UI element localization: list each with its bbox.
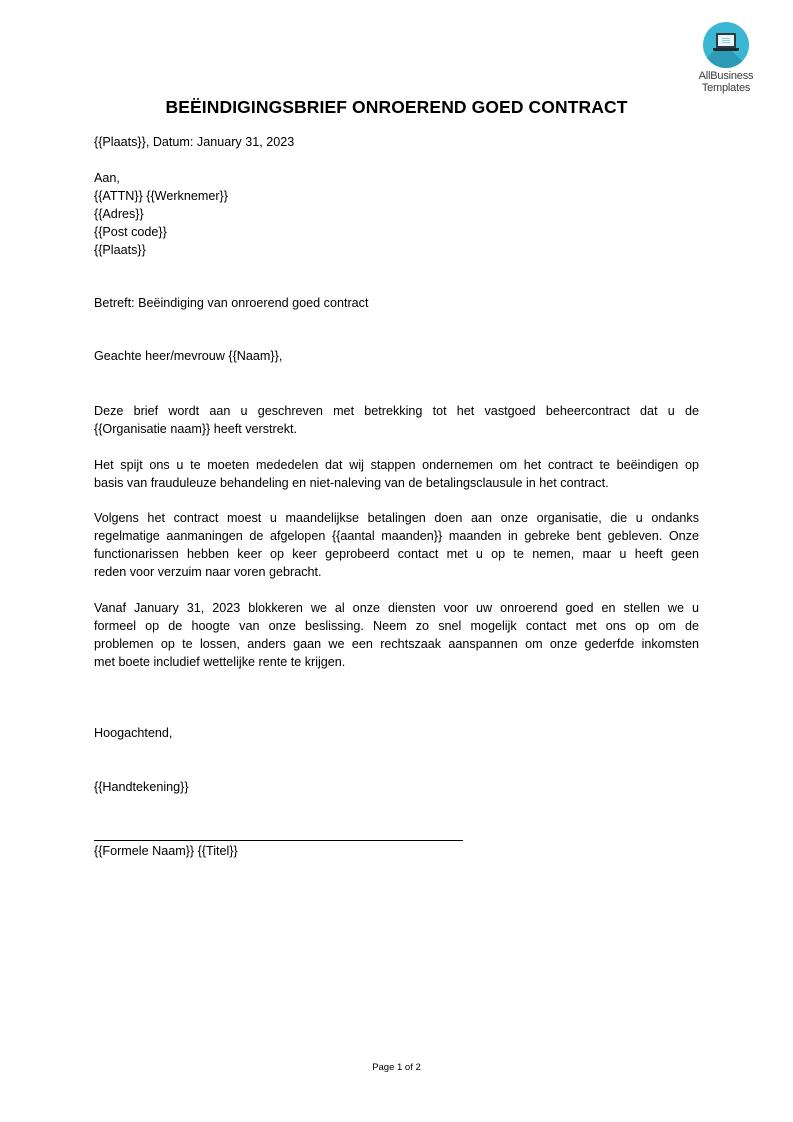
laptop-icon <box>703 22 749 68</box>
document-title: BEËINDIGINGSBRIEF ONROEREND GOED CONTRACT <box>165 97 628 117</box>
greeting: Geachte heer/mevrouw {{Naam}}, <box>94 349 283 363</box>
recipient-city: {{Plaats}} <box>94 243 146 257</box>
paragraph-line: functionarissen hebben keer op keer geprobeerd contact met u op te nemen, maar u heeft geen <box>94 547 699 561</box>
paragraph-line: Het spijt ons u te moeten mededelen dat wij stappen ondernemen om het contract te beëindigen op <box>94 458 699 472</box>
paragraph-line: Vanaf January 31, 2023 blokkeren we al onze diensten voor uw onroerend goed en stellen we u <box>94 601 699 615</box>
signature-placeholder: {{Handtekening}} <box>94 780 189 794</box>
paragraph-line: {{Organisatie naam}} heeft verstrekt. <box>94 422 298 436</box>
signatory-name-title: {{Formele Naam}} {{Titel}} <box>94 844 238 858</box>
paragraph-line: reden voor verzuim naar voren gebracht. <box>94 565 322 579</box>
logo-text-line1: AllBusiness <box>698 70 754 82</box>
paragraph-1 <box>94 402 699 438</box>
logo-text-line2: Templates <box>701 82 751 94</box>
paragraph-line: met boete includief wettelijke rente te krijgen. <box>94 655 346 669</box>
signature-line <box>94 840 463 841</box>
paragraph-line: Deze brief wordt aan u geschreven met betrekking tot het vastgoed beheercontract dat u de <box>94 404 699 418</box>
subject-line: Betreft: Beëindiging van onroerend goed contract <box>94 296 369 310</box>
paragraph-line: basis van frauduleuze behandeling en niet-naleving van de betalingsclausule in het contract. <box>94 476 609 490</box>
recipient-to: Aan, <box>94 171 120 185</box>
recipient-attn: {{ATTN}} {{Werknemer}} <box>94 189 228 203</box>
closing: Hoogachtend, <box>94 726 173 740</box>
paragraph-4 <box>94 599 699 671</box>
paragraph-line: Volgens het contract moest u maandelijkse betalingen doen aan onze organisatie, die u ondanks <box>94 511 699 525</box>
paragraph-line: problemen op te lossen, anders gaan we een rechtszaak aanspannen om onze gederfde inkomsten <box>94 637 699 651</box>
paragraph-line: formeel op de hoogte van onze beslissing. Neem zo snel mogelijk contact met ons op om de <box>94 619 699 633</box>
recipient-postcode: {{Post code}} <box>94 225 167 239</box>
allbusiness-templates-logo <box>690 22 762 94</box>
paragraph-2 <box>94 456 699 492</box>
date-line: {{Plaats}}, Datum: January 31, 2023 <box>94 135 295 149</box>
paragraph-3 <box>94 509 699 581</box>
page-number: Page 1 of 2 <box>372 1062 421 1073</box>
paragraph-line: regelmatige aanmaningen de afgelopen {{aantal maanden}} maanden in gebreke bent gebleven. Onze <box>94 529 699 543</box>
recipient-address: {{Adres}} <box>94 207 144 221</box>
